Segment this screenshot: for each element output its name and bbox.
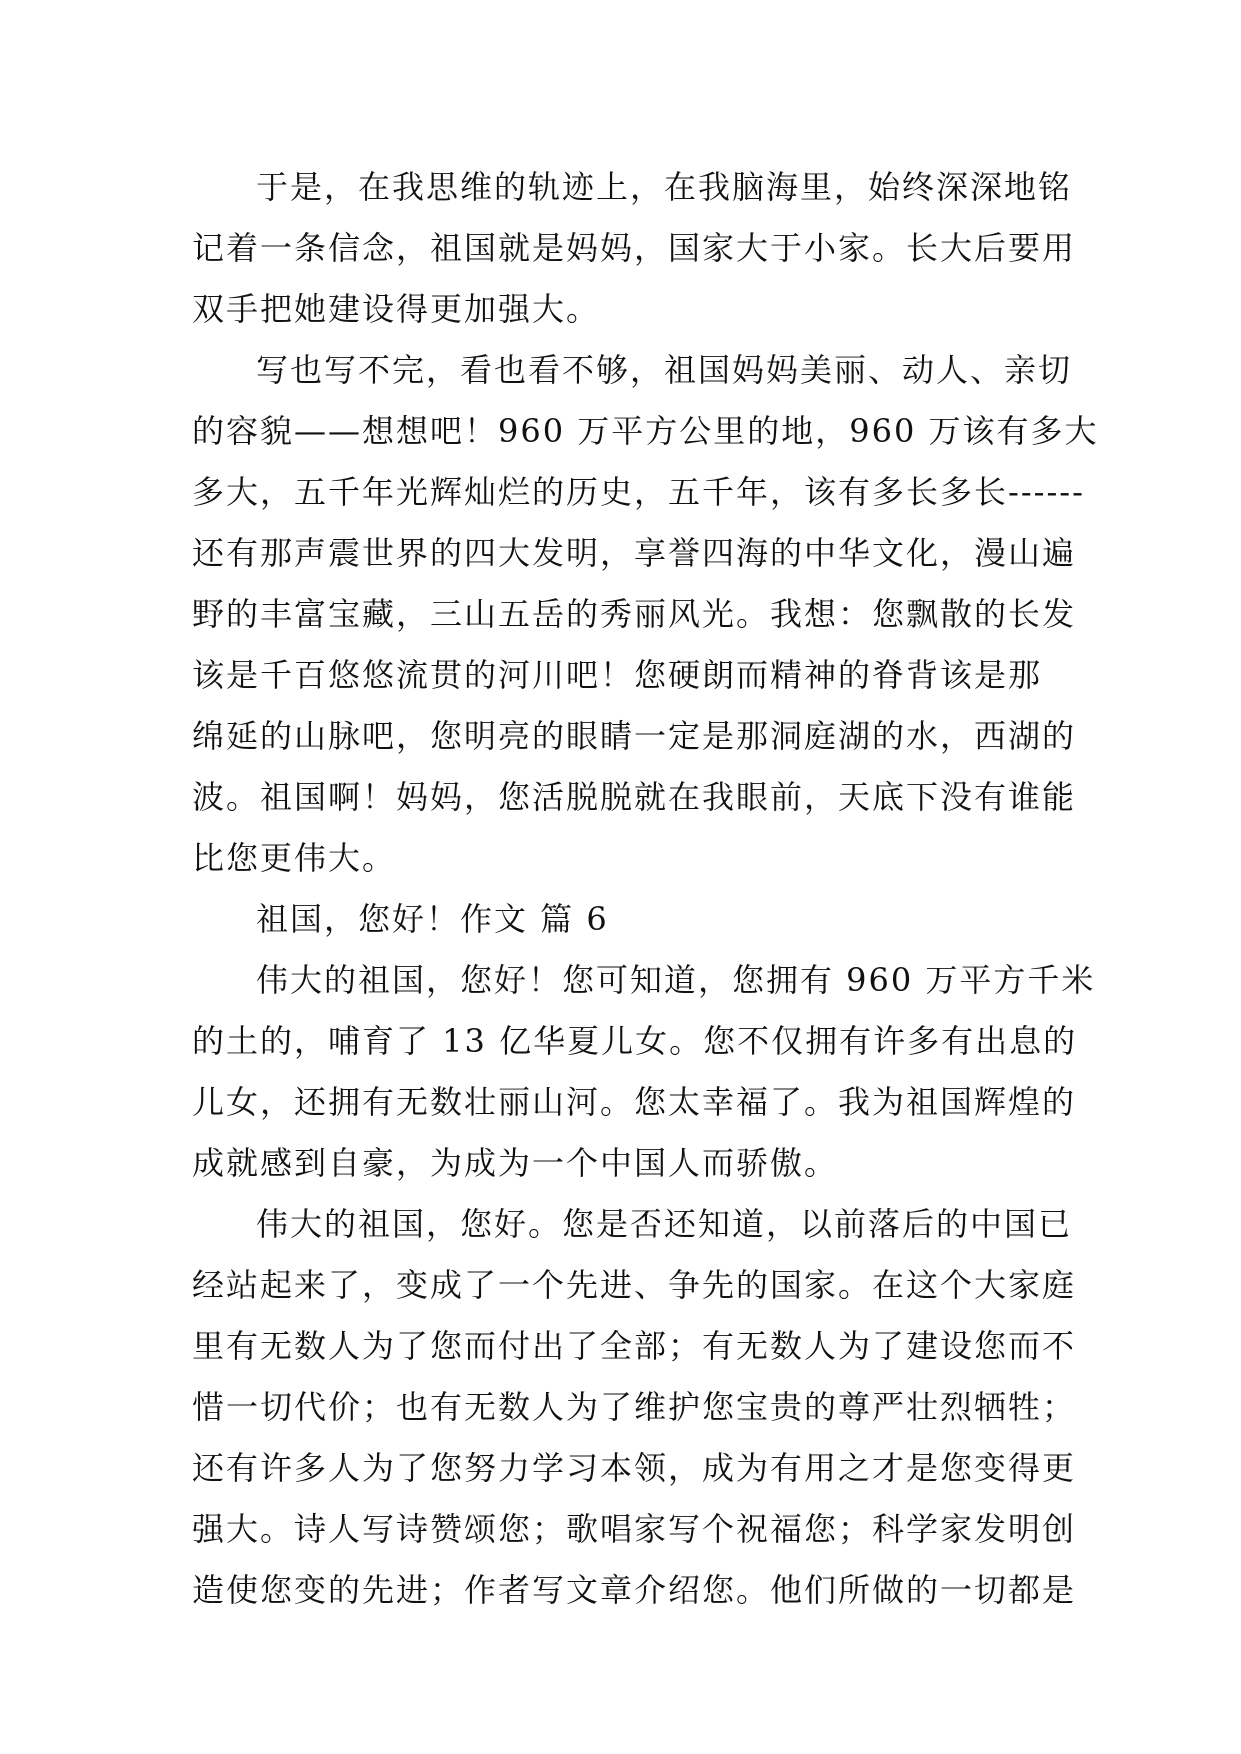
paragraph-line: 儿女，还拥有无数壮丽山河。您太幸福了。我为祖国辉煌的 bbox=[192, 1083, 1077, 1121]
paragraph-line: 造使您变的先进；作者写文章介绍您。他们所做的一切都是 bbox=[192, 1571, 1077, 1609]
paragraph-line: 经站起来了，变成了一个先进、争先的国家。在这个大家庭 bbox=[192, 1266, 1077, 1304]
paragraph-line: 惜一切代价；也有无数人为了维护您宝贵的尊严壮烈牺牲； bbox=[192, 1388, 1077, 1426]
paragraph-line: 里有无数人为了您而付出了全部；有无数人为了建设您而不 bbox=[192, 1327, 1077, 1365]
paragraph-line: 伟大的祖国，您好。您是否还知道，以前落后的中国已 bbox=[256, 1205, 1073, 1243]
paragraph-line: 伟大的祖国，您好！您可知道，您拥有 960 万平方千米 bbox=[256, 961, 1096, 999]
paragraph-line: 的土的，哺育了 13 亿华夏儿女。您不仅拥有许多有出息的 bbox=[192, 1022, 1078, 1060]
paragraph-line: 记着一条信念，祖国就是妈妈，国家大于小家。长大后要用 bbox=[192, 229, 1077, 267]
paragraph-line: 双手把她建设得更加强大。 bbox=[192, 290, 601, 328]
section-heading: 祖国，您好！作文 篇 6 bbox=[256, 900, 609, 938]
paragraph-line: 还有许多人为了您努力学习本领，成为有用之才是您变得更 bbox=[192, 1449, 1077, 1487]
paragraph-line: 比您更伟大。 bbox=[192, 839, 397, 877]
paragraph-line: 该是千百悠悠流贯的河川吧！您硬朗而精神的脊背该是那 bbox=[192, 656, 1043, 694]
paragraph-line: 波。祖国啊！妈妈，您活脱脱就在我眼前，天底下没有谁能 bbox=[192, 778, 1077, 816]
paragraph-line: 于是，在我思维的轨迹上，在我脑海里，始终深深地铭 bbox=[256, 168, 1073, 206]
paragraph-line: 野的丰富宝藏，三山五岳的秀丽风光。我想：您飘散的长发 bbox=[192, 595, 1077, 633]
paragraph-line: 还有那声震世界的四大发明，享誉四海的中华文化，漫山遍 bbox=[192, 534, 1077, 572]
essay-body bbox=[192, 157, 1099, 1621]
paragraph-line: 成就感到自豪，为成为一个中国人而骄傲。 bbox=[192, 1144, 839, 1182]
paragraph-line: 的容貌——想想吧！960 万平方公里的地，960 万该有多大 bbox=[192, 412, 1099, 450]
paragraph-line: 绵延的山脉吧，您明亮的眼睛一定是那洞庭湖的水，西湖的 bbox=[192, 717, 1077, 755]
paragraph-line: 写也写不完，看也看不够，祖国妈妈美丽、动人、亲切 bbox=[256, 351, 1073, 389]
paragraph-line: 多大，五千年光辉灿烂的历史，五千年，该有多长多长------ bbox=[192, 473, 1085, 511]
paragraph-line: 强大。诗人写诗赞颂您；歌唱家写个祝福您；科学家发明创 bbox=[192, 1510, 1077, 1548]
